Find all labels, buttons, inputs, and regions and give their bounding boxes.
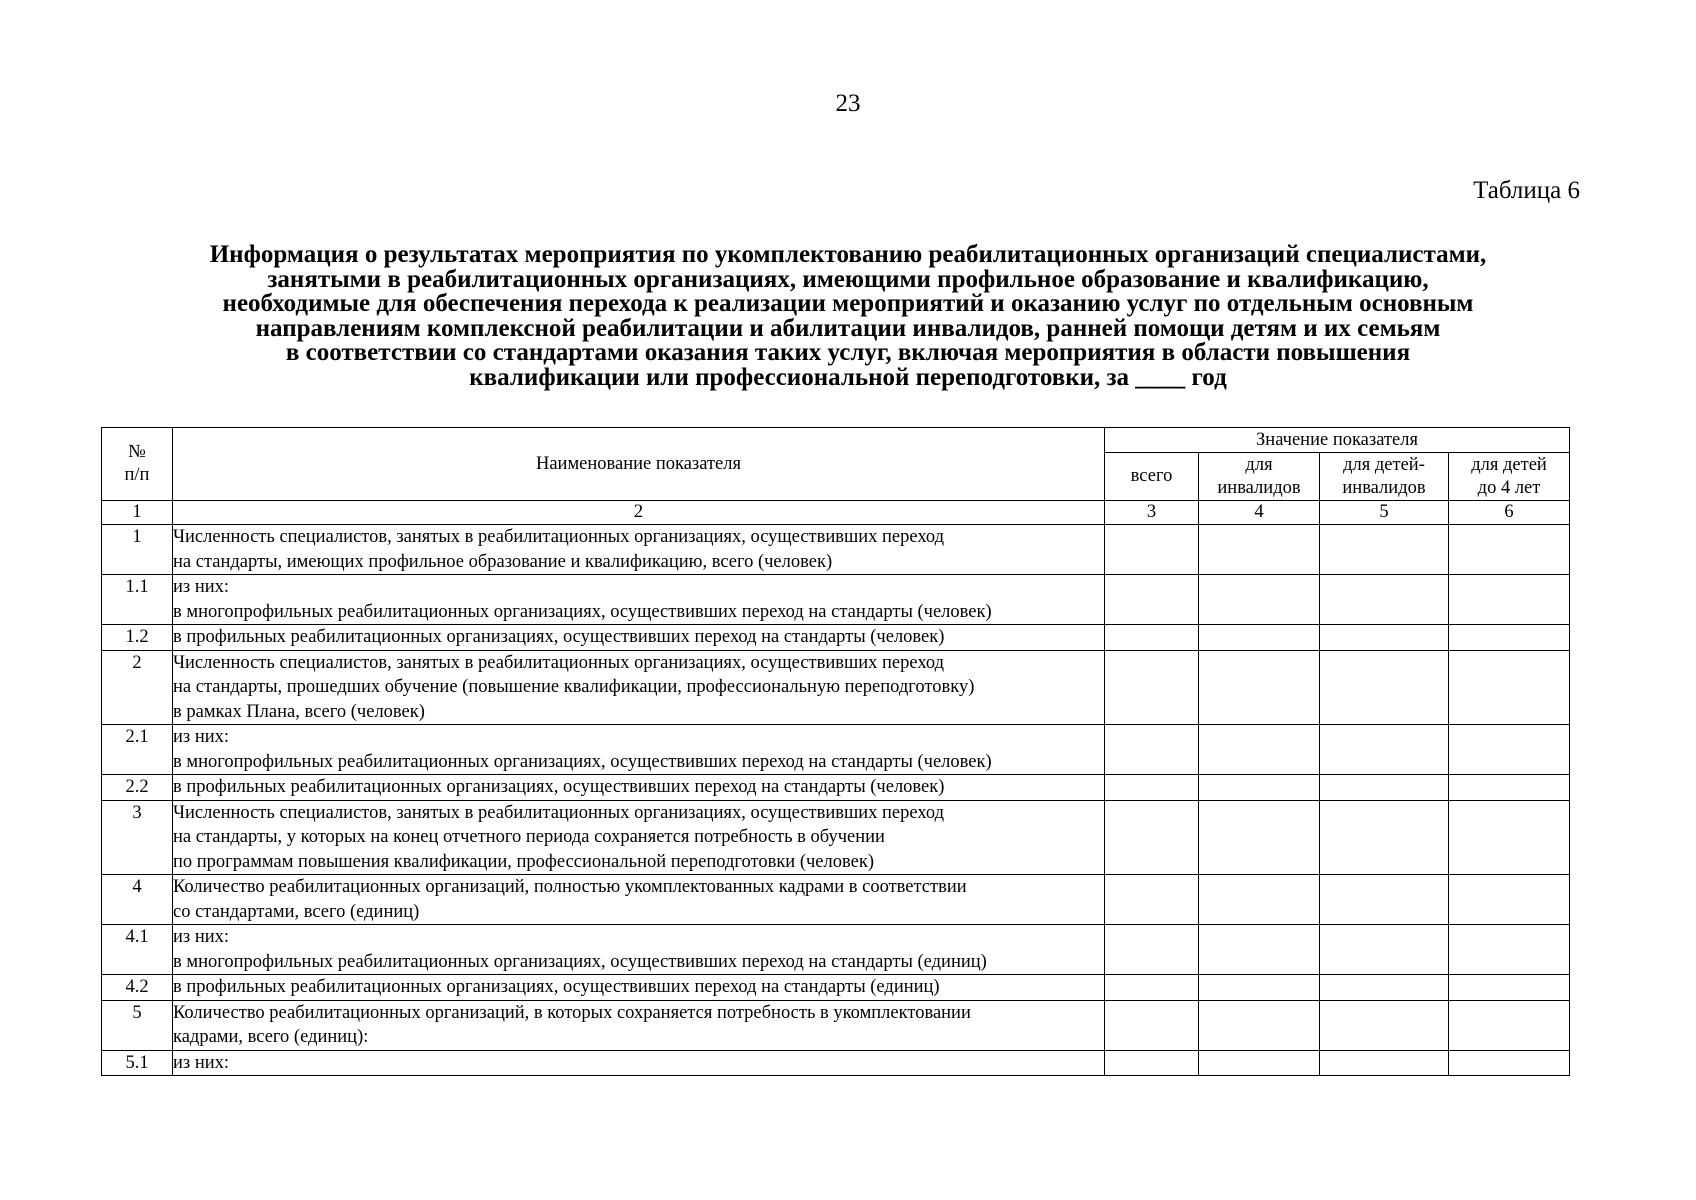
value-disabled [1199, 525, 1320, 575]
row-number: 1.2 [102, 625, 173, 651]
title-line: квалификации или профессиональной переподготовки, за ____ год [469, 363, 1227, 391]
value-disabled [1199, 725, 1320, 775]
value-children-under-4 [1449, 775, 1570, 801]
column-numbers-row [102, 501, 1570, 525]
table-row [102, 875, 1570, 925]
row-number: 1.1 [102, 575, 173, 625]
indicator-name [173, 725, 1105, 775]
value-total [1105, 1050, 1199, 1076]
indicator-line: из них: [173, 727, 230, 747]
value-children-under-4 [1449, 875, 1570, 925]
header-name: Наименование показателя [173, 428, 1105, 501]
indicator-name [173, 1000, 1105, 1050]
row-number: 5.1 [102, 1050, 173, 1076]
value-children-under-4 [1449, 575, 1570, 625]
indicator-line: в многопрофильных реабилитационных организациях, осуществивших переход на стандарты (человек) [173, 751, 992, 772]
column-number: 4 [1199, 501, 1320, 525]
document-title [100, 243, 1596, 390]
header-total: всего [1105, 453, 1199, 501]
indicator-line: Количество реабилитационных организаций, полностью укомплектованных кадрами в соответствии [173, 877, 967, 897]
value-disabled-children [1320, 725, 1449, 775]
column-number: 5 [1320, 501, 1449, 525]
value-disabled-children [1320, 800, 1449, 875]
value-disabled-children [1320, 1000, 1449, 1050]
value-disabled [1199, 875, 1320, 925]
value-disabled [1199, 650, 1320, 725]
table-row [102, 525, 1570, 575]
indicator-line: в профильных реабилитационных организациях, осуществивших переход на стандарты (человек) [173, 777, 945, 797]
column-number: 2 [173, 501, 1105, 525]
indicator-line: кадрами, всего (единиц): [173, 1027, 369, 1047]
page-number: 23 [835, 90, 861, 117]
indicator-name [173, 575, 1105, 625]
row-number: 1 [102, 525, 173, 575]
indicator-line: из них: [173, 927, 230, 947]
table-row [102, 800, 1570, 875]
indicator-line: в рамках Плана, всего (человек) [173, 701, 425, 722]
header-value-group: Значение показателя [1105, 428, 1570, 453]
value-total [1105, 925, 1199, 975]
row-number: 2 [102, 650, 173, 725]
row-number: 3 [102, 800, 173, 875]
indicator-name [173, 925, 1105, 975]
indicator-name [173, 975, 1105, 1001]
value-disabled [1199, 575, 1320, 625]
value-children-under-4 [1449, 650, 1570, 725]
column-number: 3 [1105, 501, 1199, 525]
value-total [1105, 650, 1199, 725]
row-number: 4.2 [102, 975, 173, 1001]
indicator-line: в профильных реабилитационных организациях, осуществивших переход на стандарты (человек) [173, 627, 945, 647]
value-children-under-4 [1449, 725, 1570, 775]
value-disabled-children [1320, 875, 1449, 925]
value-total [1105, 1000, 1199, 1050]
value-total [1105, 775, 1199, 801]
value-disabled [1199, 975, 1320, 1001]
row-number: 4 [102, 875, 173, 925]
value-total [1105, 875, 1199, 925]
table-row [102, 975, 1570, 1001]
indicator-name [173, 875, 1105, 925]
row-number: 4.1 [102, 925, 173, 975]
indicator-name [173, 525, 1105, 575]
indicator-line: Численность специалистов, занятых в реабилитационных организациях, осуществивших переход [173, 652, 945, 673]
value-disabled [1199, 925, 1320, 975]
value-disabled [1199, 1050, 1320, 1076]
table-row [102, 1000, 1570, 1050]
header-children-under-4: для детей до 4 лет [1449, 453, 1570, 501]
value-disabled-children [1320, 775, 1449, 801]
value-disabled-children [1320, 625, 1449, 651]
column-number: 6 [1449, 501, 1570, 525]
header-disabled-children: для детей-инвалидов [1320, 453, 1449, 501]
value-disabled-children [1320, 975, 1449, 1001]
title-line: Информация о результатах мероприятия по укомплектованию реабилитационных организаций специалистами, [209, 241, 1487, 268]
value-disabled [1199, 775, 1320, 801]
indicator-line: Численность специалистов, занятых в реабилитационных организациях, осуществивших переход [173, 527, 945, 547]
value-children-under-4 [1449, 1050, 1570, 1076]
title-line: занятыми в реабилитационных организациях, имеющими профильное образование и квалификацию, [267, 265, 1429, 293]
value-children-under-4 [1449, 1000, 1570, 1050]
table-row [102, 1050, 1570, 1076]
indicator-line: на стандарты, прошедших обучение (повышение квалификации, профессиональную переподготовку) [173, 677, 975, 697]
indicator-line: на стандарты, у которых на конец отчетного периода сохраняется потребность в обучении [173, 827, 885, 847]
indicator-table [101, 427, 1570, 1076]
table-row [102, 625, 1570, 651]
row-number: 2.1 [102, 725, 173, 775]
row-number: 5 [102, 1000, 173, 1050]
indicator-name [173, 1050, 1105, 1076]
value-disabled-children [1320, 925, 1449, 975]
value-total [1105, 575, 1199, 625]
indicator-line: из них: [173, 1052, 230, 1073]
indicator-line: по программам повышения квалификации, профессиональной переподготовки (человек) [173, 851, 874, 872]
indicator-line: на стандарты, имеющих профильное образование и квалификацию, всего (человек) [173, 551, 833, 572]
header-no: № п/п [102, 428, 173, 501]
column-number: 1 [102, 501, 173, 525]
table-label: Таблица 6 [1473, 177, 1580, 204]
value-total [1105, 725, 1199, 775]
indicator-line: из них: [173, 577, 230, 597]
value-children-under-4 [1449, 925, 1570, 975]
table-row [102, 925, 1570, 975]
table-row [102, 575, 1570, 625]
value-disabled-children [1320, 650, 1449, 725]
value-total [1105, 975, 1199, 1001]
table-row [102, 725, 1570, 775]
title-line: направлениям комплексной реабилитации и абилитации инвалидов, ранней помощи детям и их семьям [255, 314, 1441, 342]
indicator-name [173, 800, 1105, 875]
value-children-under-4 [1449, 800, 1570, 875]
table-row [102, 650, 1570, 725]
indicator-line: в многопрофильных реабилитационных организациях, осуществивших переход на стандарты (единиц) [173, 951, 987, 972]
indicator-line: Численность специалистов, занятых в реабилитационных организациях, осуществивших переход [173, 802, 945, 823]
value-children-under-4 [1449, 975, 1570, 1001]
indicator-line: в профильных реабилитационных организациях, осуществивших переход на стандарты (единиц) [173, 977, 940, 997]
value-disabled [1199, 1000, 1320, 1050]
value-children-under-4 [1449, 525, 1570, 575]
indicator-name [173, 625, 1105, 651]
row-number: 2.2 [102, 775, 173, 801]
indicator-name [173, 775, 1105, 801]
indicator-line: Количество реабилитационных организаций, в которых сохраняется потребность в укомплектовании [173, 1002, 971, 1023]
value-children-under-4 [1449, 625, 1570, 651]
header-disabled: для инвалидов [1199, 453, 1320, 501]
value-disabled-children [1320, 525, 1449, 575]
value-total [1105, 625, 1199, 651]
indicator-line: со стандартами, всего (единиц) [173, 901, 420, 922]
value-disabled [1199, 800, 1320, 875]
indicator-name [173, 650, 1105, 725]
value-total [1105, 800, 1199, 875]
value-disabled-children [1320, 1050, 1449, 1076]
title-line: необходимые для обеспечения перехода к реализации мероприятий и оказанию услуг по отдельным основным [222, 290, 1474, 317]
table-row [102, 775, 1570, 801]
title-line: в соответствии со стандартами оказания таких услуг, включая мероприятия в области повышения [285, 339, 1411, 366]
value-total [1105, 525, 1199, 575]
value-disabled-children [1320, 575, 1449, 625]
indicator-line: в многопрофильных реабилитационных организациях, осуществивших переход на стандарты (человек) [173, 601, 992, 622]
value-disabled [1199, 625, 1320, 651]
